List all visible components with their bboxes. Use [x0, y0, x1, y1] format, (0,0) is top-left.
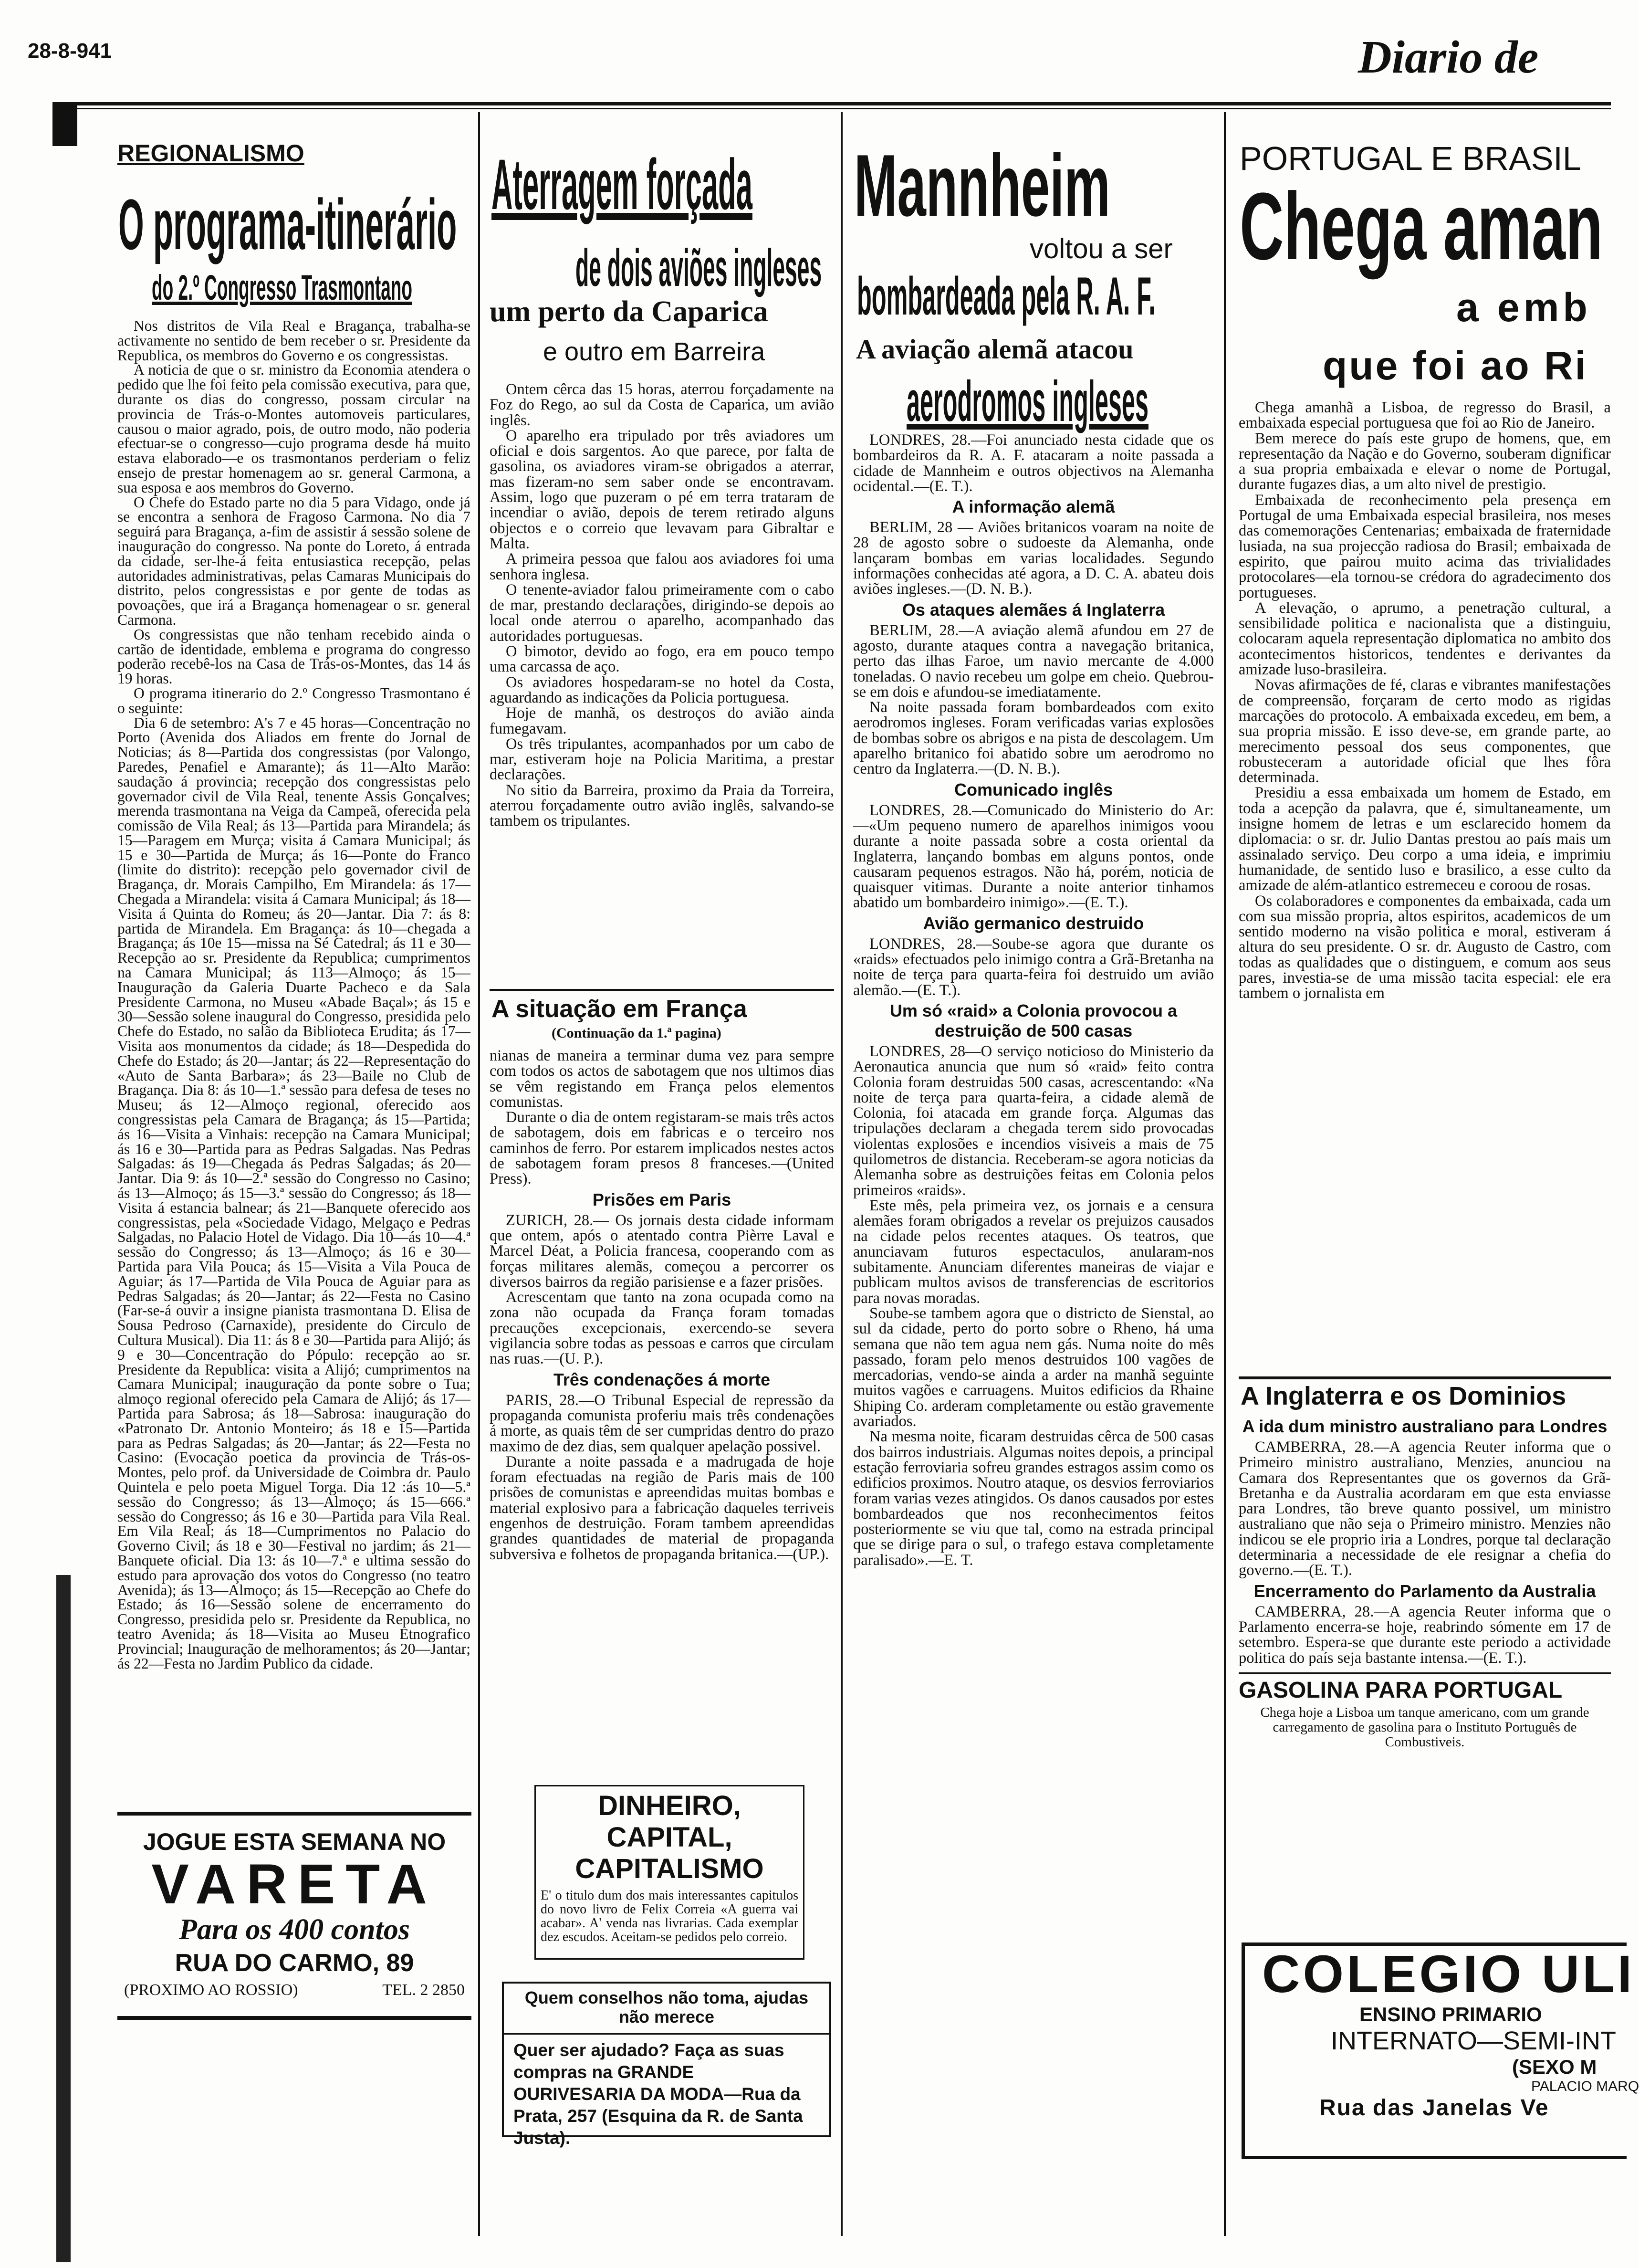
col4-kicker: PORTUGAL E BRASIL	[1240, 140, 1581, 177]
section-heading: A informação alemã	[952, 497, 1115, 517]
parliament-heading: Encerramento do Parlamento da Australia	[1253, 1581, 1596, 1601]
column-rule-1	[478, 112, 480, 2236]
book-box	[534, 1785, 804, 1960]
paragraph: Durante o dia de ontem registaram-se mais três actos de sabotagem, dois em fabricas e o terceiro nos caminhos de ferro. Por estarem implicados nestes actos de sabotagem foram presos 8 franceses.—(United Press).	[490, 1109, 834, 1188]
colegio-line-2: ENSINO PRIMARIO	[1359, 2003, 1542, 2026]
paragraph: LONDRES, 28.—Soube-se agora que durante os «raids» efectuados pelo inimigo contra a Grã-Bretanha na noite de terça para quarta-feira foi destruido um avião alemão.—(E. T.).	[853, 935, 1214, 999]
column-rule-3	[1224, 112, 1226, 2236]
paragraph: O bimotor, devido ao fogo, era em pouco tempo uma carcassa de aço.	[490, 643, 834, 676]
col3-headline-3: bombardeada pela R. A. F.	[857, 266, 1156, 326]
paragraph: A elevação, o aprumo, a penetração cultural, a sensibilidade politica e nacionalista que a distinguiu, colocaram aquela representação diplomatica no ambito dos acontecimentos historicos, tendentes e derivantes da amizade luso-brasileira.	[1239, 599, 1611, 679]
paragraph: BERLIM, 28.—A aviação alemã afundou em 27 de agosto, durante ataques contra a navegação britanica, perto das ilhas Faroe, um navio mercante de 4.000 toneladas. O navio recebeu um golpe em cheio. Quebrou-se em dois e afundou-se imediatamente.	[853, 621, 1214, 701]
col3-body	[853, 432, 1214, 2246]
france-subhead: (Continuação da 1.ª pagina)	[552, 1025, 721, 1041]
paragraph: O programa itinerario do 2.º Congresso Trasmontano é o seguinte:	[117, 684, 470, 716]
paragraph: Hoje de manhã, os destroços do avião ainda fumegavam.	[490, 704, 834, 737]
paragraph: LONDRES, 28—O serviço noticioso do Ministerio da Aeronautica anuncia que num só «raid» feito contra Colonia foram destruidas 500 casas, acrescentando: «Na noite de terça para quarta-feira, a cidade alemã de Colonia, foi atacada em grande força. Algumas das tripulações declaram a chegada terem sido provocadas violentas explosões e incendios visiveis a mais de 75 quilometros de distancia. Receberam-se agora noticias da Alemanha sobre as destruições feitas em Colonia pelos primeiros «raids».	[853, 1042, 1214, 1199]
jeweller-box	[502, 1982, 831, 2148]
col2-headline-4: e outro em Barreira	[543, 337, 765, 366]
paris-heading: Prisões em Paris	[592, 1189, 731, 1209]
col1-subhead: do 2.º Congresso Trasmontano	[152, 268, 412, 307]
divider	[490, 989, 834, 991]
paragraph: Presidiu a essa embaixada um homem de Estado, em toda a acepção da palavra, que é, simultaneamente, um insigne homem de letras e um esclarecido homem da diplomacia: o sr. dr. Julio Dantas prestou ao país mais um assinalado serviço. Deu corpo a uma ideia, e imprimiu humanidade, de sentido luso e brasilico, a esse culto da amizade de além-atlantico estremeceu e coroou de rosas.	[1239, 784, 1611, 894]
colegio-line-6: Rua das Janelas Ve	[1319, 2095, 1549, 2121]
paragraph: O aparelho era tripulado por três aviadores um oficial e dois sargentos. Ao que parece, por falta de gasolina, os aviadores viram-se obrigados a aterrar, mas fizeram-no sem saber onde se encontravam. Assim, logo que puzeram o pé em terra trataram de incendiar o avião, depois de terem retirado alguns objectos e o correio que levavam para Gibraltar e Malta.	[490, 427, 834, 552]
col4-headline-2: a emb	[1456, 285, 1591, 330]
ad-line-1: JOGUE ESTA SEMANA NO	[143, 1828, 446, 1855]
paragraph: No sitio da Barreira, proximo da Praia da Torreira, aterrou forçadamente outro avião inglês, salvando-se tambem os tripulantes.	[490, 781, 834, 830]
section-heading: Um só «raid» a Colonia provocou a destruição de 500 casas	[889, 1000, 1178, 1040]
col3-headline: Mannheim	[854, 136, 1110, 234]
dominions-headline: A Inglaterra e os Dominios	[1241, 1382, 1566, 1410]
france-headline: A situação em França	[491, 995, 747, 1023]
paragraph: ZURICH, 28.— Os jornais desta cidade informam que ontem, após o atentado contra Pièrre Laval e Marcel Déat, a Policia francesa, cooperando com as forças militares alemãs, começou a percorrer os diversos bairros da região parisiense e a fazer prisões.	[490, 1211, 834, 1291]
paragraph: O Chefe do Estado parte no dia 5 para Vidago, onde já se encontra a senhora de Fragoso Carmona. No dia 7 seguirá para Bragança, a-fim de assistir á sessão solene de inauguração do congresso. Na ponte do Loreto, á entrada da cidade, ser-lhe-á feita entusiastica recepção, pelas autoridades administrativas, pelas Camaras Municipais do distrito, pelos congressistas e por gente de todas as povoações, que irá a Bragança homenagear o sr. general Carmona.	[117, 494, 470, 628]
paragraph: Este mês, pela primeira vez, os jornais e a censura alemães foram obrigados a revelar os prejuizos causados na cidade pelos recentes ataques. Os teatros, que anunciavam futuros espectaculos, anularam-nos subitamente. Anunciam diferentes maneiras de viajar e publicam multos avisos de transferencias de escritorios para novas moradas.	[853, 1197, 1214, 1307]
paragraph: Na noite passada foram bombardeados com exito aerodromos ingleses. Foram verificadas varias explosões de bombas sobre os abrigos e na pista de descolagem. Um aparelho britanico foi abatido sobre um aerodromo no centro da Inglaterra.—(D. N. B.).	[853, 699, 1214, 778]
colegio-name: COLEGIO ULI	[1262, 1945, 1635, 2004]
column-rule-2	[841, 112, 843, 2236]
ad-line-4: RUA DO CARMO, 89	[175, 1949, 414, 1977]
jeweller-text: Quer ser ajudado? Faça as suas compras na GRANDE OURIVESARIA DA MODA—Rua da Prata, 257 (Esquina da R. de Santa Justa).	[513, 2040, 803, 2148]
paragraph: Os congressistas que não tenham recebido ainda o cartão de identidade, emblema e programa do congresso poderão recebê-los na Casa de Trás-os-Montes, das 14 ás 19 horas.	[117, 626, 470, 687]
paragraph: CAMBERRA, 28.—A agencia Reuter informa que o Parlamento encerra-se hoje, reabrindo sómente em 17 de setembro. Espera-se que durante este periodo a actividade politica do país seja bastante intensa.—(E. T.).	[1239, 1603, 1611, 1667]
col2-body-2	[490, 1048, 834, 1771]
ad-line-3: Para os 400 contos	[179, 1913, 410, 1946]
col4-headline-3: que foi ao Ri	[1323, 343, 1588, 388]
paragraph: Chega amanhã a Lisboa, de regresso do Brasil, a embaixada especial portuguesa que foi ao Rio de Janeiro.	[1239, 399, 1611, 432]
paragraph: Os colaboradores e componentes da embaixada, cada um com sua missão propria, altos espiritos, academicos de um sentido moderno na visão politica e moral, estiveram á altura do seu presidente. O sr. dr. Augusto de Castro, com todas as qualidades que o distinguem, e comum aos seus pares, investia-se de uma missão tacita especial: ele era tambem o jornalista em	[1239, 892, 1611, 1002]
paragraph: Os aviadores hospedaram-se no hotel da Costa, aguardando as indicações da Policia portuguesa.	[490, 673, 834, 706]
margin-bar-lower	[56, 1575, 71, 2262]
header-rule	[52, 102, 1611, 105]
col3-headline-2: voltou a ser	[1030, 233, 1173, 264]
paragraph: A noticia de que o sr. ministro da Economia atendera o pedido que lhe foi feito pela comissão executiva, para que, durante os dias do congresso, possam circular na provincia de Trás-o-Montes automoveis particulares, causou o maior agrado, pois, de outro modo, não poderia efectuar-se o congresso—cujo programa desde há muito estava elaborado—e os trasmontanos perderiam o feliz ensejo de prestar homenagem ao sr. general Carmona, a sua esposa e aos membros do Governo.	[117, 361, 470, 496]
col4-headline: Chega aman	[1240, 173, 1603, 280]
book-text: E' o titulo dum dos mais interessantes capitulos do novo livro de Felix Correia «A guerra vai acabar». A' venda nas livrarias. Cada exemplar dez escudos. Aceitam-se pedidos pelo correio.	[541, 1888, 798, 1944]
section-heading: Os ataques alemães á Inglaterra	[902, 599, 1165, 620]
section-heading: Avião germanico destruido	[923, 913, 1144, 933]
gasoline-headline: GASOLINA PARA PORTUGAL	[1239, 1677, 1563, 1703]
paragraph: Bem merece do país este grupo de homens, que, em representação da Nação e do Governo, souberam dignificar a sua propria embaixada e elevar o nome de Portugal, durante fugazes dias, a um alto nivel de prestigio.	[1239, 430, 1611, 494]
margin-bar	[52, 102, 77, 146]
book-title-2: CAPITAL,	[606, 1822, 732, 1853]
page-date: 28-8-941	[28, 39, 112, 63]
col2-headline-2: de dois aviões ingleses	[575, 239, 822, 297]
colegio-line-4: (SEXO M	[1512, 2056, 1597, 2078]
section-label: REGIONALISMO	[117, 140, 304, 167]
paragraph: Nos distritos de Vila Real e Bragança, trabalha-se activamente no sentido de bem receber o sr. Presidente da Republica, os membros do Governo e os congressistas.	[117, 317, 470, 364]
ad-line-5	[117, 1981, 471, 1999]
dominions-subhead: A ida dum ministro australiano para Londres	[1242, 1417, 1608, 1436]
paragraph: Soube-se tambem agora que o districto de Sienstal, ao sul da cidade, perto do porto sobre o Rheno, há uma semana que não tem agua nem gás. Numa noite do mês passado, foram pelo menos destruidos 100 vagões de mercadorias, vendo-se ainda a arder na manhã seguinte muitos vagões e carruagens. Muitos edificios da Rhaine Shiping Co. arderam completamente ou estão gravemente avariados.	[853, 1304, 1214, 1430]
book-title-3: CAPITALISMO	[575, 1853, 764, 1884]
ad-phone: TEL. 2 2850	[382, 1981, 465, 1999]
col1-body	[117, 319, 470, 1794]
paragraph: Os três tripulantes, acompanhados por um cabo de mar, estiveram hoje na Policia Maritima, a prestar declarações.	[490, 735, 834, 784]
death-heading: Três condenações á morte	[553, 1369, 771, 1389]
paragraph: Embaixada de reconhecimento pela presença em Portugal de uma Embaixada especial brasileira, nos meses das comemorações Centenarias; embaixada de fraternidade lusiada, na sua projecção radiosa do Brasil; embaixada de espirito, que pairou muito acima das trivialidades protocolares—ela tornou-se crédora do agradecimento dos portugueses.	[1239, 491, 1611, 601]
paragraph: Acrescentam que tanto na zona ocupada como na zona não ocupada da França foram tomadas precauções excepcionais, exercendo-se severa vigilancia sobre todas as pessoas e carros que circulam nas ruas.—(U. P.).	[490, 1289, 834, 1368]
col2-body	[490, 382, 834, 981]
col1-headline: O programa-itinerário	[118, 184, 457, 264]
divider	[1239, 1672, 1611, 1674]
paragraph: Durante a noite passada e a madrugada de hoje foram efectuadas na região de Paris mais de 100 prisões de comunistas e apreendidas muitas bombas e material explosivo para a fabricação daqueles terriveis engenhos de destruição. Foram tambem apreendidas grandes quantidades de material de propaganda subversiva e folhetos de propaganda britanica.—(UP.).	[490, 1453, 834, 1563]
paragraph: BERLIM, 28 — Aviões britanicos voaram na noite de 28 de agosto sobre o sudoeste da Alemanha, onde lançaram bombas em varias localidades. Segundo informações conhecidas até agora, a D. C. A. abateu dois aviões ingleses.—(D. N. B.).	[853, 519, 1214, 598]
header-rule-thin	[52, 108, 1611, 109]
ad-line-2: VARETA	[151, 1853, 438, 1916]
col2-headline: Aterragem forçada	[491, 144, 752, 224]
col2-headline-3: um perto da Caparica	[490, 295, 768, 328]
book-title-1: DINHEIRO,	[598, 1790, 741, 1821]
ad-address-note: (PROXIMO AO ROSSIO)	[124, 1981, 298, 1999]
colegio-ad	[1242, 1942, 1639, 2159]
vareta-ad	[117, 1812, 471, 2020]
colegio-line-3: INTERNATO—SEMI-INT	[1331, 2026, 1617, 2055]
masthead: Diario de	[1358, 32, 1539, 83]
colegio-line-5: PALACIO MARQ	[1531, 2079, 1639, 2094]
col4-body-2	[1239, 1414, 1611, 1929]
paragraph: Na mesma noite, ficaram destruidas cêrca de 500 casas dos bairros industriais. Algumas noites depois, a principal estação ferroviaria sofreu grandes estragos assim como os edificios proximos. Noutro ataque, os desvios ferroviarios foram varias vezes atingidos. Os danos causados por estes bombardeados que nos reconhecimentos feitos posteriormente se viu que tal, como na estrada principal que se dirige para o sul, o trafego estava completamente paralisado».—E. T.	[853, 1428, 1214, 1569]
paragraph: A primeira pessoa que falou aos aviadores foi uma senhora inglesa.	[490, 550, 834, 583]
jeweller-heading: Quem conselhos não toma, ajudas não merece	[504, 1984, 829, 2035]
section-heading: Comunicado inglês	[954, 779, 1113, 799]
gasoline-text: Chega hoje a Lisboa um tanque americano, com um grande carregamento de gasolina para o Instituto Português de Combustiveis.	[1260, 1704, 1589, 1750]
paragraph: Dia 6 de setembro: A's 7 e 45 horas—Concentração no Porto (Avenida dos Aliados em frente do Jornal de Noticias; ás 8—Partida dos congressistas (por Valongo, Paredes, Penafiel e Amarante); ás 11—Alto Marão: saudação á provincia; recepção dos congressistas pelo governador civil de Vila Real, tenente Assis Gonçalves; merenda trasmontana na Veiga da Campeã, oferecida pela comissão de Vila Real; ás 13—Partida para Mirandela; ás 15—Paragem em Murça; visita á Camara Municipal; ás 15 e 30—Partida de Murça; ás 16—Ponte do Franco (limite do distrito): recepção pelo governador civil de Bragança, dr. Morais Campilho, Em Mirandela: ás 17—Chegada a Mirandela: visita á Camara Municipal; ás 18—Visita á Quinta do Romeu; ás 20—Jantar. Dia 7: ás 8: partida de Mirandela. Em Bragança: ás 10—chegada a Bragança; ás 10e 15—missa na Sé Catedral; ás 11 e 30—Recepção ao sr. Presidente da Republica; cumprimentos na Camara Municipal; ás 113—Almoço; ás 15—Inauguração da Galeria Duarte Pacheco e da Sala Presidente Carmona, no Museu «Abade Baçal»; ás 15 e 30—Sessão solene inaugural do Congresso, presidida pelo Chefe do Estado, no salão da Biblioteca Erudita; ás 17—Visita aos monumentos da cidade; ás 18—Despedida do Chefe do Estado; ás 20—Jantar; ás 22—Representação do «Auto de Santa Barbara»; ás 23—Baile no Club de Bragança. Dia 8: ás 10—1.ª sessão para defesa de teses no Museu; ás 12—Almoço regional, oferecido aos congressistas pela Camara de Bragança; ás 15—Partida; ás 16—Visita a Vinhais: recepção na Camara Municipal; ás 16 e 30—Partida para as Pedras Salgadas. Nas Pedras Salgadas: ás 19—Chegada ás Pedras Salgadas; ás 20—Jantar. Dia 9: ás 10—2.ª sessão do Congresso no Casino; ás 13—Almoço; ás 15—3.ª sessão do Congresso; ás 18—Visita á estancia balnear; ás 21—Banquete oferecido aos congressistas, pela «Sociedade Vidago, Melgaço e Pedras Salgadas, no Palacio Hotel de Vidago. Dia 10—ás 10—4.ª sessão do Congresso; ás 13—Almoço; ás 16 e 30—Partida para Vila Pouca; ás 15—Visita a Vila Pouca de Aguiar; ás 17—Partida de Vila Pouca de Aguiar para as Pedras Salgadas; ás 20—Jantar; ás 22—Festa no Casino (Far-se-á ouvir a insigne pianista trasmontana D. Elisa de Sousa Pedroso (Carnaxide), presidente do Circulo de Cultura Musical). Dia 11: ás 8 e 30—Partida para Alijó; ás 9 e 30—Concentração do Pópulo: recepção ao sr. Presidente da Republica: visita a Alijó; cumprimentos na Camara Municipal; inauguração da ponte sobre o Tua; almoço regional oferecido pela Camara de Alijó; ás 17—Partida para Sabrosa; ás 18—Sabrosa: inauguração do «Patronato Dr. Antonio Monteiro; ás 18 e 15—Partida para as Pedras Salgadas; ás 20—Jantar; ás 22—Festa no Casino: (Evocação poetica da provincia de Trás-os-Montes, pelo prof. da Universidade de Coimbra dr. Paulo Quintela e pelo poeta Miguel Torga. Dia 12 :ás 10—5.ª sessão do Congresso; ás 13—Almoço; ás 15—666.ª sessão do Congresso; ás 16 e 30—Partida para Vila Real. Em Vila Real; ás 18—Cumprimentos no Palacio do Governo Civil; ás 18 e 30—Festival no jardim; ás 21—Banquete oficial. Dia 13: ás 10—7.ª e ultima sessão do estudo para aprovação dos votos do Congresso (no teatro Avenida); ás 13—Almoço; ás 15—Recepção ao Chefe do Estado; ás 16—Sessão solene de encerramento do Congresso, presidida pelo sr. Presidente da Republica, no teatro Avenida; ás 18—Visita ao Museu Etnografico Provincial; Inauguração de melhoramentos; ás 20—Jantar; ás 22—Festa no Jardim Publico da cidade.	[117, 714, 470, 1672]
paragraph: PARIS, 28.—O Tribunal Especial de repressão da propaganda comunista proferiu mais três condenações á morte, as quais têm de ser cumpridas dentro do prazo maximo de dez dias, sem qualquer apelação possivel.	[490, 1391, 834, 1455]
paragraph: Novas afirmações de fé, claras e vibrantes manifestações de compreensão, forçaram de certo modo as rigidas marcações do protocolo. A embaixada excedeu, em bem, a sua propria missão. E isso deve-se, em grande parte, ao merecimento pessoal dos seus componentes, que robusteceram a autoridade oficial que lhes fôra determinada.	[1239, 676, 1611, 787]
paragraph: Ontem cêrca das 15 horas, aterrou forçadamente na Foz do Rego, ao sul da Costa de Caparica, um avião inglês.	[490, 381, 834, 429]
col3-headline-5: aerodromos ingleses	[907, 369, 1148, 433]
paragraph: LONDRES, 28.—Comunicado do Ministerio do Ar:—«Um pequeno numero de aparelhos inimigos voou durante a noite passada sobre a costa oriental da Inglaterra, lançando bombas em alguns pontos, onde causaram pequenos estragos. Não há, porém, noticia de quaisquer vitimas. Durante a noite anterior tinhamos abatido um bombardeiro inimigo».—(E. T.).	[853, 801, 1214, 912]
paragraph: O tenente-aviador falou primeiramente com o cabo de mar, prestando declarações, dirigindo-se depois ao local onde aterrou o aparelho, acompanhado das autoridades portuguesas.	[490, 581, 834, 645]
paragraph: LONDRES, 28.—Foi anunciado nesta cidade que os bombardeiros da R. A. F. atacaram a noite passada a cidade de Mannheim e outros objectivos na Alemanha ocidental.—(E. T.).	[853, 431, 1214, 495]
divider	[1239, 1376, 1611, 1379]
paragraph: CAMBERRA, 28.—A agencia Reuter informa que o Primeiro ministro australiano, Menzies, anunciou na Camara dos Representantes que os governos da Grã-Bretanha e da Australia acordaram em que esta enviasse para Londres, tão breve quanto possivel, um ministro australiano que não seja o Primeiro ministro. Menzies não indicou se ele proprio iria a Londres, porque tal declaração determinaria a necessidade de ele resignar a chefia do governo.—(E. T.).	[1239, 1438, 1611, 1579]
col3-headline-4: A aviação alemã atacou	[856, 334, 1134, 365]
paragraph: nianas de maneira a terminar duma vez para sempre com todos os actos de sabotagem que nos ultimos dias se vêm registando em França pelos elementos comunistas.	[490, 1047, 834, 1111]
